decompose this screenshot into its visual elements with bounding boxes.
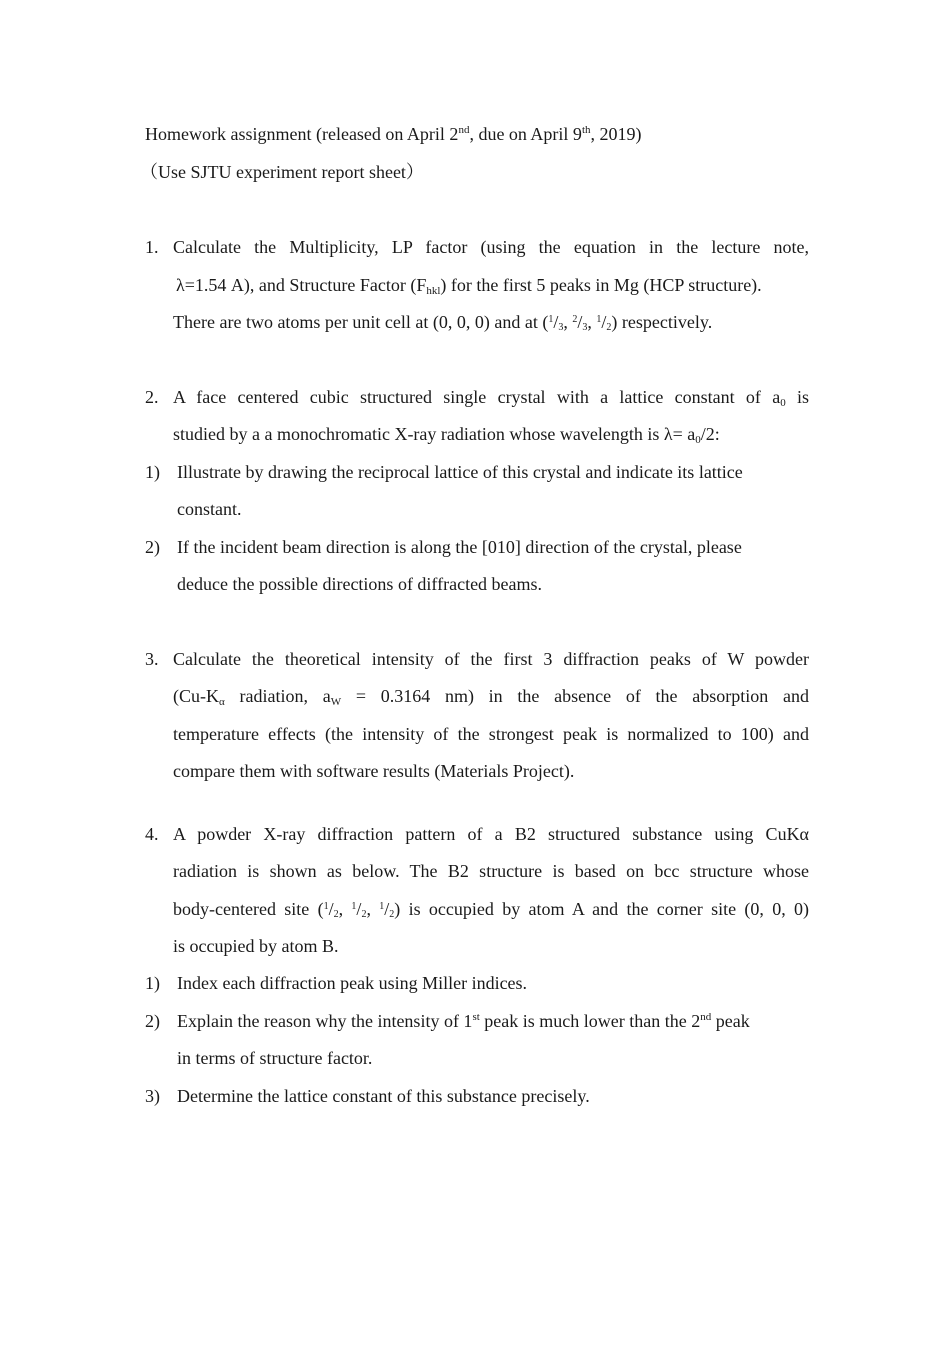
question-3-line-2: ($Cu-K_\alpha$ radiation, $a_W = 0.3164$ nm) in the absence of the absorption and xyxy=(173,686,809,708)
question-2-sub-1-line-1: Illustrate by drawing the reciprocal lattice of this crystal and indicate its lattice xyxy=(177,462,743,482)
question-1-line-1: Calculate the Multiplicity, LP factor (using the equation in the lecture note, xyxy=(173,237,809,257)
question-3-line-4: compare them with software results (Materials Project). xyxy=(173,761,575,781)
question-2-sub-1-number: 1) xyxy=(145,462,160,482)
question-2-line-2: studied by a a monochromatic X-ray radiation whose wavelength is $\lambda= a_0/2$: xyxy=(173,424,720,446)
question-4-line-2: radiation is shown as below. The B2 structure is based on bcc structure whose xyxy=(173,861,809,881)
question-4-sub-1-number: 1) xyxy=(145,973,160,993)
question-2-sub-1-line-2: constant. xyxy=(177,499,242,519)
question-4-sub-3-line-1: Determine the lattice constant of this substance precisely. xyxy=(177,1086,590,1106)
assignment-subtitle: （Use SJTU experiment report sheet） xyxy=(140,162,424,182)
question-1-line-3: There are two atoms per unit cell at (0, 0, 0) and at ($^1/_3$, $^2/_3$, $^1/_2$) respectively. xyxy=(173,312,713,333)
question-1-number: 1. xyxy=(145,237,159,257)
question-4-sub-2-line-2: in terms of structure factor. xyxy=(177,1048,373,1068)
question-4-number: 4. xyxy=(145,824,159,844)
question-4-line-1: A powder X-ray diffraction pattern of a B2 structured substance using CuKα xyxy=(173,824,809,844)
question-1-line-2: λ=1.54 A), and Structure Factor $(F_{hkl})$ for the first 5 peaks in Mg (HCP structure). xyxy=(176,275,762,297)
question-4-sub-3-number: 3) xyxy=(145,1086,160,1106)
question-4-sub-2-line-1: Explain the reason why the intensity of 1st peak is much lower than the 2nd peak xyxy=(177,1011,750,1031)
question-2-sub-2-number: 2) xyxy=(145,537,160,557)
question-3-line-1: Calculate the theoretical intensity of the first 3 diffraction peaks of W powder xyxy=(173,649,809,669)
assignment-title: Homework assignment (released on April 2nd, due on April 9th, 2019) xyxy=(145,124,642,144)
question-2-sub-2-line-2: deduce the possible directions of diffracted beams. xyxy=(177,574,543,594)
question-3-line-3: temperature effects (the intensity of the strongest peak is normalized to 100) and xyxy=(173,724,809,744)
question-2-sub-2-line-1: If the incident beam direction is along the [010] direction of the crystal, please xyxy=(177,537,742,557)
question-4-line-3: body-centered site ($^1/_2$, $^1/_2$, $^1/_2$) is occupied by atom A and the corner site (0, 0, 0) xyxy=(173,899,810,920)
question-4-line-4: is occupied by atom B. xyxy=(173,936,339,956)
question-4-sub-1-line-1: Index each diffraction peak using Miller indices. xyxy=(177,973,528,993)
question-3-number: 3. xyxy=(145,649,159,669)
question-4-sub-2-number: 2) xyxy=(145,1011,160,1031)
question-2-number: 2. xyxy=(145,387,159,407)
question-2-line-1: A face centered cubic structured single crystal with a lattice constant of $a_0$ is xyxy=(173,387,809,409)
